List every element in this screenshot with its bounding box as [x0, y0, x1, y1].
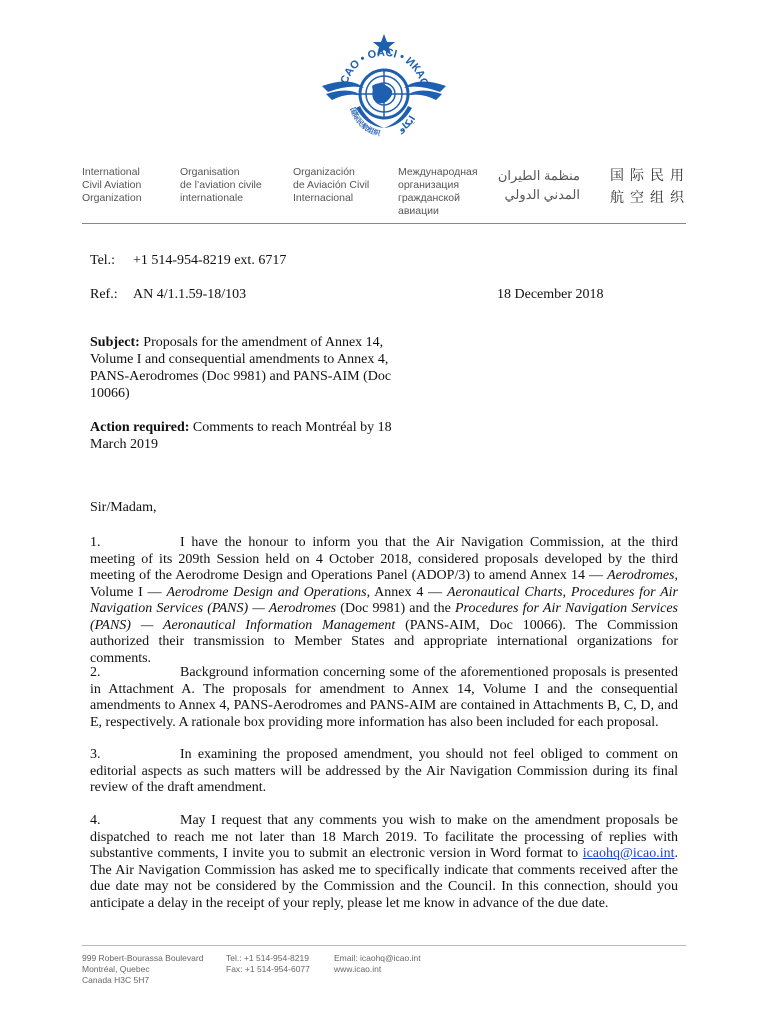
org-name-arabic: منظمة الطيران المدني الدولي: [497, 168, 580, 202]
paragraph-3: 3. In examining the proposed amendment, you should not feel obliged to comment on editorial aspects as such matters will be addressed by the Air Navigation Commission during its final review of the draft amendment.: [90, 747, 678, 795]
paragraph-2: 2. Background information concerning some of the aforementioned proposals is presented in Attachment A. The proposals for amendment to Annex 14, Volume I and the consequential amendments to Annex 4, PANS-Aerodromes and PANS-AIM are contained in Attachments B, C, D, and E, respectively. A rationale box providing more information has also been included for each proposal.: [90, 665, 678, 730]
salutation: Sir/Madam,: [90, 500, 157, 515]
letter-date: 18 December 2018: [497, 287, 604, 302]
footer-phone: Tel.: +1 514-954-8219 Fax: +1 514-954-6077: [226, 953, 310, 974]
paragraph-number: 4.: [90, 813, 101, 828]
email-link[interactable]: icaohq@icao.int: [582, 846, 675, 861]
logo-top-text: ICAO • OACI • ИКАО: [337, 46, 431, 89]
org-name-spanish: Organización de Aviación Civil Internacional: [293, 166, 370, 204]
footer-website: www.icao.int: [334, 964, 382, 974]
icao-logo: [320, 28, 448, 152]
action-label: Action required:: [90, 420, 190, 435]
org-name-chinese: 国际民用 航空组织: [610, 167, 690, 205]
paragraph-1: 1. I have the honour to inform you that the Air Navigation Commission, at the third meeting of its 209th Session held on 4 October 2018, considered proposals developed by the third meeting of the Aerodrome Design and Operations Panel (ADOP/3) to amend Annex 14 — Aerodromes, Volume I — Aerodrome Design and Operations, Annex 4 — Aeronautical Charts, Procedures for Air Navigation Services (PANS) — Aerodromes (Doc 9981) and the Procedures for Air Navigation Services (PANS) — Aeronautical Information Management (PANS-AIM, Doc 10066). The Commission authorized their transmission to Member States and appropriate international organizations for comments.: [90, 535, 679, 666]
ref-label: Ref.:: [90, 287, 118, 302]
org-name-french: Organisation de l’aviation civile internationale: [180, 166, 262, 204]
footer-address: 999 Robert-Bourassa Boulevard Montréal, Quebec Canada H3C 5H7: [82, 953, 204, 985]
paragraph-4: 4. May I request that any comments you wish to make on the amendment proposals be dispatched to reach me not later than 18 March 2019. To facilitate the processing of replies with substantive comments, I invite you to submit an electronic version in Word format to icaohq@icao.int. The Air Navigation Commission has asked me to specifically indicate that comments received after the due date may not be considered by the Commission and the Council. In this connection, should you anticipate a delay in the receipt of your reply, please let me know in advance of the due date.: [90, 813, 678, 911]
footer-contact: [334, 953, 421, 975]
footer-divider: [82, 945, 686, 946]
action-text: Comments to reach Montréal by 18 March 2019: [90, 420, 392, 452]
org-name-russian: Международная организация гражданской авиации: [398, 166, 478, 217]
logo-arabic-text: ايكاو: [397, 114, 419, 136]
subject-block: [90, 334, 400, 402]
icao-emblem-icon: [320, 28, 448, 152]
subject-text: Proposals for the amendment of Annex 14, Volume I and consequential amendments to Annex 4, PANS-Aerodromes (Doc 9981) and PANS-AIM (Doc 10066): [90, 335, 392, 401]
org-name-english: International Civil Aviation Organization: [82, 166, 142, 204]
paragraph-number: 3.: [90, 747, 101, 762]
action-required-block: [90, 419, 400, 453]
ref-value: AN 4/1.1.59-18/103: [133, 287, 247, 302]
paragraph-number: 2.: [90, 665, 101, 680]
subject-label: Subject:: [90, 335, 140, 350]
paragraph-number: 1.: [90, 535, 101, 550]
header-divider: [82, 223, 686, 224]
svg-text:ايكاو: [396, 115, 418, 136]
logo-chinese-text: 国际民航组织: [348, 106, 382, 138]
footer-email: Email: icaohq@icao.int: [334, 953, 421, 963]
tel-label: Tel.:: [90, 253, 116, 268]
tel-value: +1 514-954-8219 ext. 6717: [133, 253, 287, 268]
